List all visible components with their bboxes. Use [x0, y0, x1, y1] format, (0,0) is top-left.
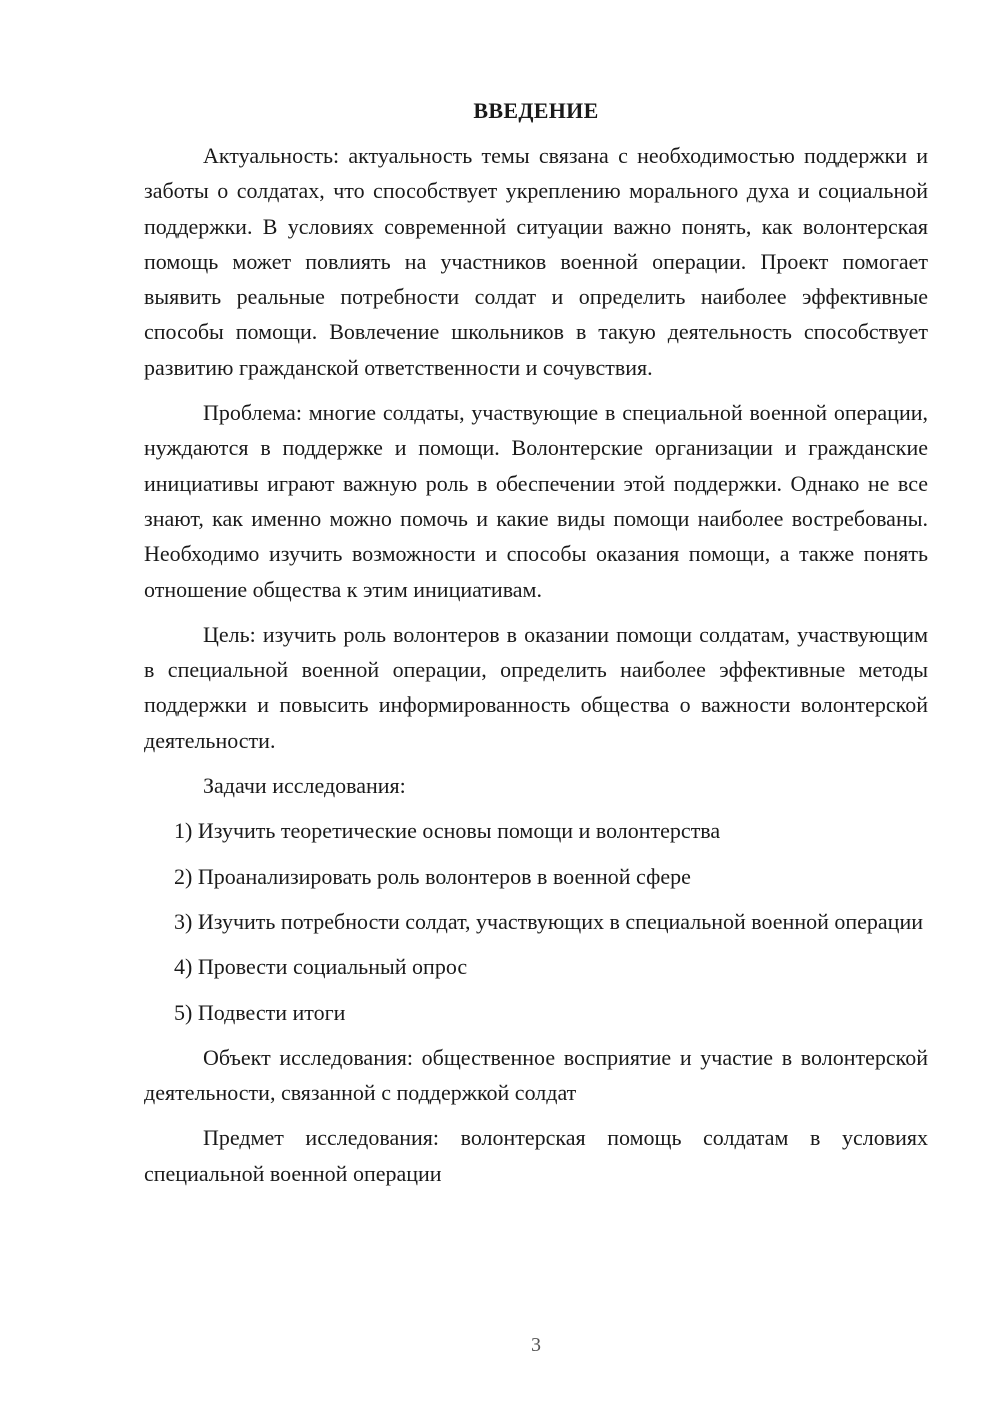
tasks-heading: Задачи исследования: [203, 773, 406, 799]
problem-paragraph: Проблема: многие солдаты, участвующие в специальной военной операции, нуждаются в поддержке и помощи. Волонтерские организации и гражданские инициативы играют важную роль в обеспечении этой поддержки. Однако не все знают, как именно можно помочь и какие виды помощи наиболее востребованы. Необходимо изучить возможности и способы оказания помощи, а также понять отношение общества к этим инициативам. [144, 400, 928, 602]
object-paragraph: Объект исследования: общественное восприятие и участие в волонтерской деятельности, связанной с поддержкой солдат [144, 1044, 928, 1106]
list-item: 4) Провести социальный опрос [174, 954, 468, 980]
list-item: 1) Изучить теоретические основы помощи и волонтерства [174, 818, 721, 844]
subject-paragraph: Предмет исследования: волонтерская помощь солдатам в условиях специальной военной операции [144, 1125, 928, 1186]
page-number: 3 [531, 1334, 541, 1356]
relevance-paragraph: Актуальность: актуальность темы связана с необходимостью поддержки и заботы о солдатах, что способствует укреплению морального духа и социальной поддержки. В условиях современной ситуации важно понять, как волонтерская помощь может повлиять на участников военной операции. Проект помогает выявить реальные потребности солдат и определить наиболее эффективные способы помощи. Вовлечение школьников в такую деятельность способствует развитию гражданской ответственности и сочувствия. [144, 143, 928, 380]
list-item: 3) Изучить потребности солдат, участвующих в специальной военной операции [174, 908, 923, 934]
list-item: 2) Проанализировать роль волонтеров в военной сфере [174, 863, 691, 889]
goal-paragraph: Цель: изучить роль волонтеров в оказании помощи солдатам, участвующим в специальной военной операции, определить наиболее эффективные методы поддержки и повысить информированность общества о важности волонтерской деятельности. [144, 621, 928, 753]
document-page [144, 96, 928, 1201]
list-item: 5) Подвести итоги [174, 999, 346, 1025]
page-title: ВВЕДЕНИЕ [473, 98, 599, 123]
tasks-list [144, 813, 928, 1029]
